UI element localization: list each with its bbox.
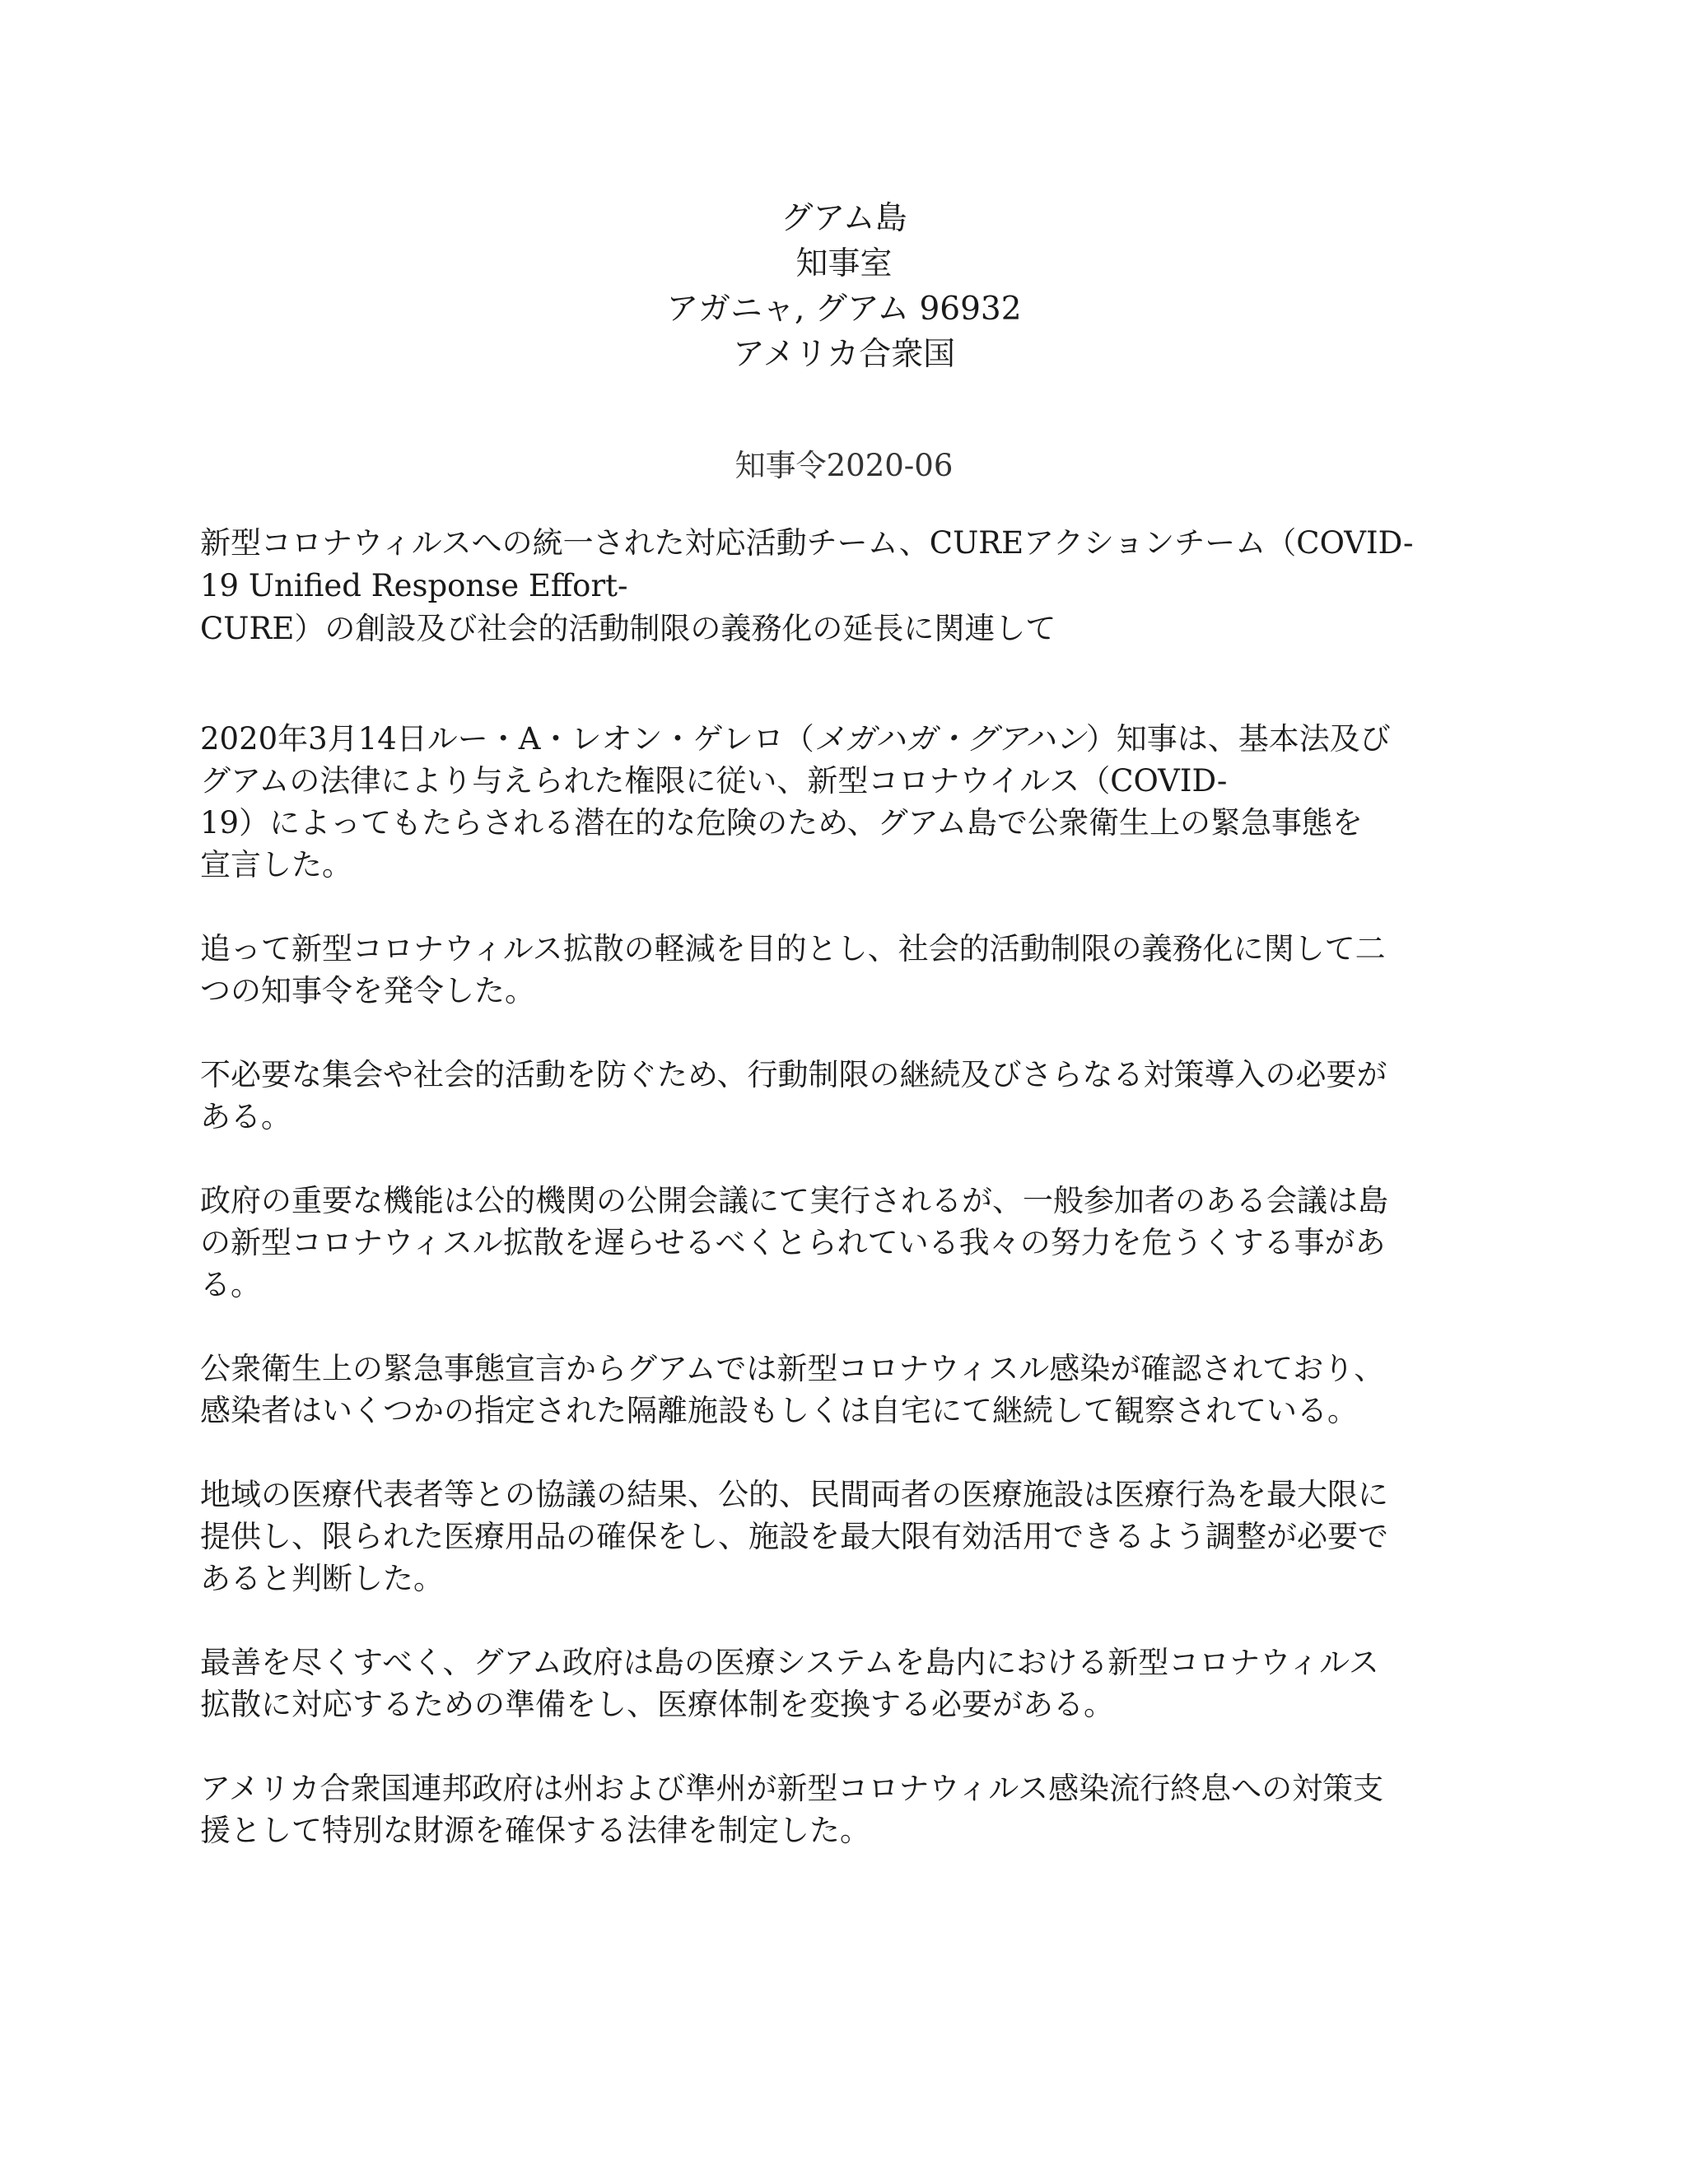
order-number: 知事令2020-06 <box>734 448 954 483</box>
paragraph-6 <box>200 1474 1493 1600</box>
paragraph-line: 地域の医療代表者等との協議の結果、公的、民間両者の医療施設は医療行為を最大限に <box>200 1477 1388 1512</box>
paragraph-4 <box>200 1180 1493 1306</box>
letterhead-island: グアム島 <box>781 200 907 237</box>
paragraph-line: る。 <box>200 1267 261 1302</box>
paragraph-line: 援として特別な財源を確保する法律を制定した。 <box>200 1813 870 1848</box>
paragraph-line: 提供し、限られた医療用品の確保をし、施設を最大限有効活用できるよう調整が必要で <box>200 1519 1388 1554</box>
letterhead-address: アガニャ, グアム 96932 <box>666 291 1022 328</box>
paragraph-line: つの知事令を発令した。 <box>200 973 535 1008</box>
text-span: 2020年3月14日ルー・A・レオン・ゲレロ（ <box>200 721 814 757</box>
text-span: ）知事は、基本法及び <box>1085 721 1391 757</box>
paragraph-line: 宣言した。 <box>200 847 352 882</box>
paragraph-line: 拡散に対応するための準備をし、医療体制を変換する必要がある。 <box>200 1687 1114 1722</box>
paragraph-line: 19）によってもたらされる潜在的な危険のため、グアム島で公衆衛生上の緊急事態を <box>200 805 1364 841</box>
italic-title: メガハガ・グアハン <box>814 721 1086 757</box>
subject-line: 新型コロナウィルスへの統一された対応活動チーム、CUREアクションチーム（COVID- <box>200 525 1414 561</box>
paragraph-3 <box>200 1054 1493 1138</box>
paragraph-8 <box>200 1767 1493 1851</box>
paragraph-line: 感染者はいくつかの指定された隔離施設もしくは自宅にて継続して観察されている。 <box>200 1393 1358 1428</box>
paragraph-7 <box>200 1641 1493 1725</box>
letterhead-country: アメリカ合衆国 <box>732 336 956 373</box>
paragraph-line: 公衆衛生上の緊急事態宣言からグアムでは新型コロナウィスル感染が確認されており、 <box>200 1351 1385 1386</box>
paragraph-line <box>200 718 1493 760</box>
subject-line: 19 Unified Response Effort- <box>200 568 628 603</box>
paragraph-line: 追って新型コロナウィルス拡散の軽減を目的とし、社会的活動制限の義務化に関して二 <box>200 931 1386 966</box>
letterhead-office: 知事室 <box>795 245 893 282</box>
paragraph-line: グアムの法律により与えられた権限に従い、新型コロナウイルス（COVID- <box>200 763 1228 799</box>
paragraph-line: あると判断した。 <box>200 1561 444 1596</box>
paragraph-line: アメリカ合衆国連邦政府は州および準州が新型コロナウィルス感染流行終息への対策支 <box>200 1771 1384 1806</box>
subject <box>200 522 1493 650</box>
paragraph-line: 政府の重要な機能は公的機関の公開会議にて実行されるが、一般参加者のある会議は島 <box>200 1183 1388 1218</box>
paragraph-line: 不必要な集会や社会的活動を防ぐため、行動制限の継続及びさらなる対策導入の必要が <box>200 1057 1387 1092</box>
paragraph-2 <box>200 928 1493 1012</box>
paragraph-line: の新型コロナウィスル拡散を遅らせるべくとられている我々の努力を危うくする事があ <box>200 1225 1386 1260</box>
letterhead <box>0 196 1688 377</box>
paragraph-line: ある。 <box>200 1099 291 1134</box>
document-body <box>200 718 1493 1851</box>
subject-line: CURE）の創設及び社会的活動制限の義務化の延長に関連して <box>200 611 1056 646</box>
paragraph-5 <box>200 1348 1493 1432</box>
paragraph-1 <box>200 718 1493 886</box>
paragraph-line: 最善を尽くすべく、グアム政府は島の医療システムを島内における新型コロナウィルス <box>200 1645 1379 1680</box>
